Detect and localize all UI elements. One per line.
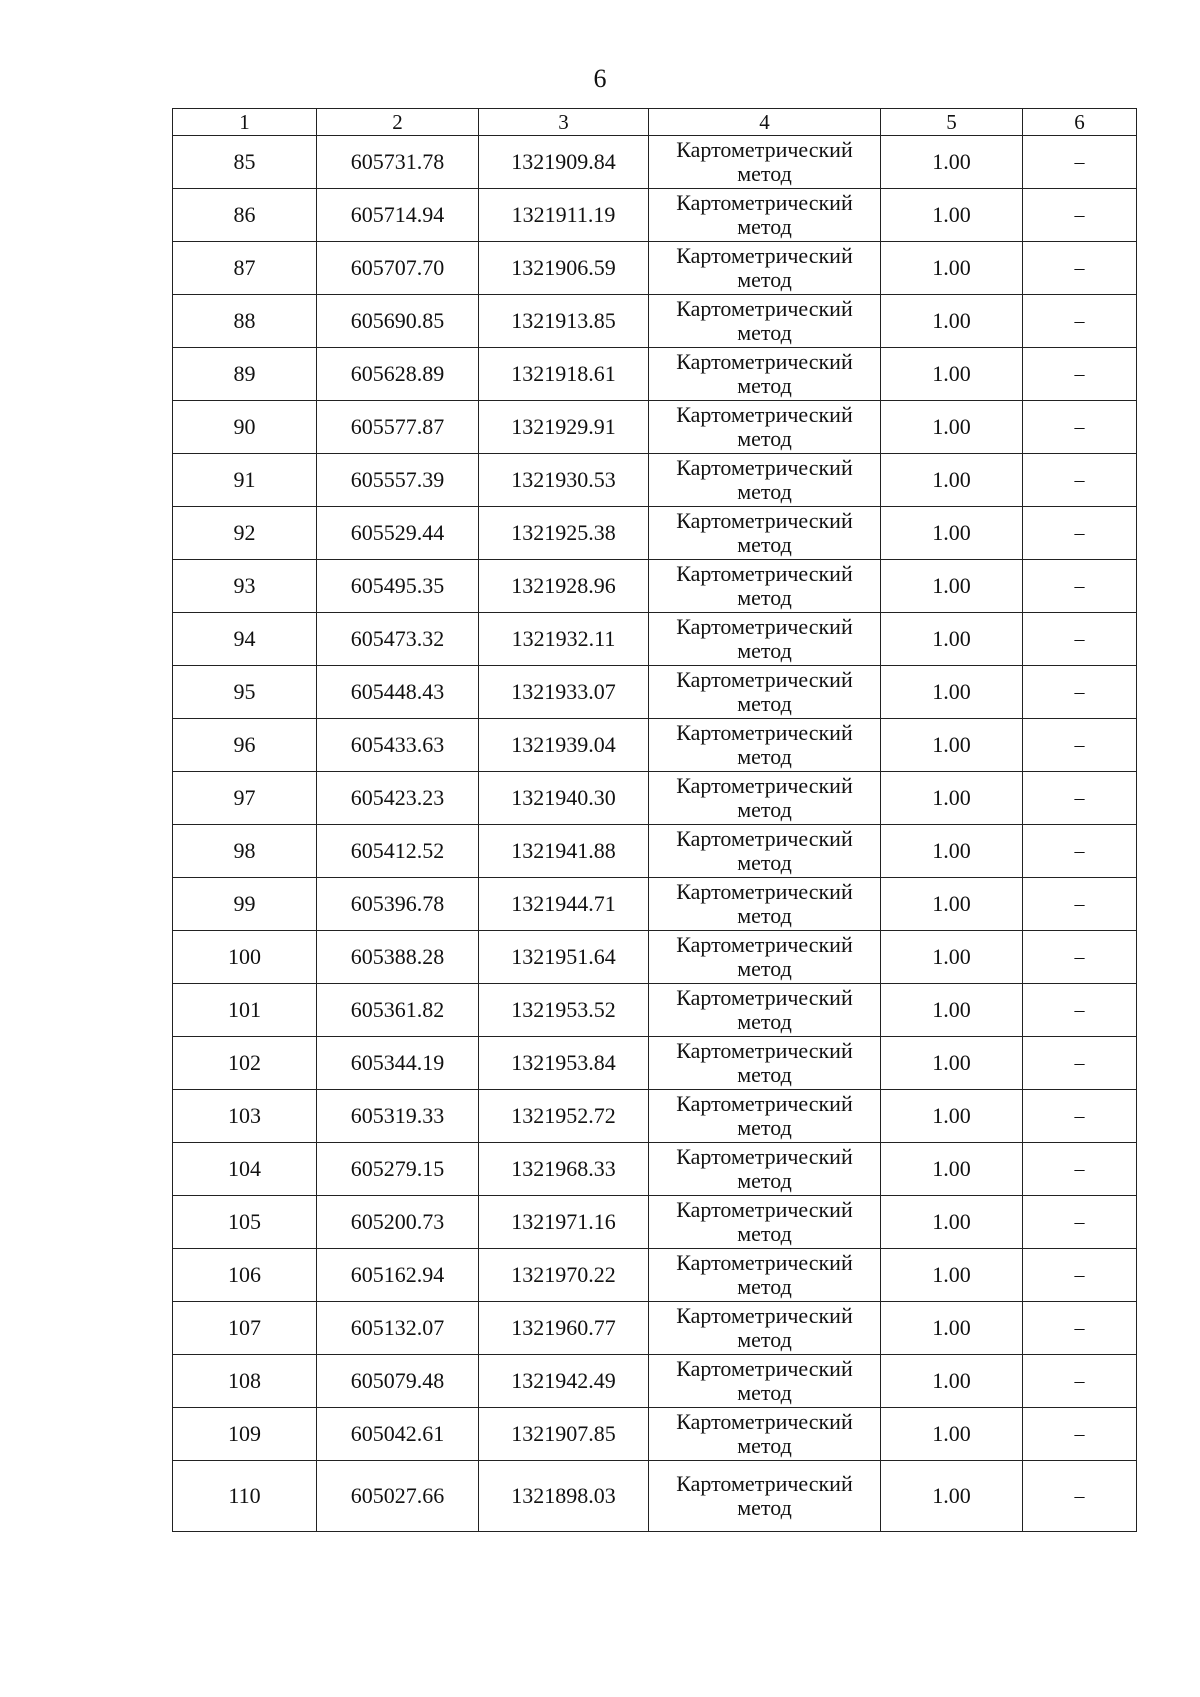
column-header: 2 bbox=[317, 109, 479, 136]
note-cell: – bbox=[1023, 507, 1137, 560]
method-line-1: Картометрический bbox=[676, 1091, 853, 1116]
method-line-2: метод bbox=[737, 1495, 792, 1520]
note-cell: – bbox=[1023, 931, 1137, 984]
point-number-cell: 88 bbox=[173, 295, 317, 348]
point-number-cell: 101 bbox=[173, 984, 317, 1037]
note-cell: – bbox=[1023, 772, 1137, 825]
y-coordinate-cell: 1321911.19 bbox=[479, 189, 649, 242]
method-line-2: метод bbox=[737, 426, 792, 451]
y-coordinate-cell: 1321913.85 bbox=[479, 295, 649, 348]
accuracy-cell: 1.00 bbox=[881, 401, 1023, 454]
column-header: 3 bbox=[479, 109, 649, 136]
table-row bbox=[173, 984, 1137, 1037]
x-coordinate-cell: 605388.28 bbox=[317, 931, 479, 984]
method-cell bbox=[649, 825, 881, 878]
point-number-cell: 94 bbox=[173, 613, 317, 666]
point-number-cell: 105 bbox=[173, 1196, 317, 1249]
y-coordinate-cell: 1321953.52 bbox=[479, 984, 649, 1037]
method-cell bbox=[649, 295, 881, 348]
note-cell: – bbox=[1023, 1461, 1137, 1532]
table-row bbox=[173, 454, 1137, 507]
method-line-2: метод bbox=[737, 1009, 792, 1034]
note-cell: – bbox=[1023, 136, 1137, 189]
method-cell bbox=[649, 136, 881, 189]
method-cell bbox=[649, 1143, 881, 1196]
y-coordinate-cell: 1321942.49 bbox=[479, 1355, 649, 1408]
method-line-2: метод bbox=[737, 214, 792, 239]
method-line-1: Картометрический bbox=[676, 508, 853, 533]
method-line-2: метод bbox=[737, 585, 792, 610]
method-line-2: метод bbox=[737, 638, 792, 663]
note-cell: – bbox=[1023, 719, 1137, 772]
x-coordinate-cell: 605448.43 bbox=[317, 666, 479, 719]
method-cell bbox=[649, 348, 881, 401]
x-coordinate-cell: 605731.78 bbox=[317, 136, 479, 189]
note-cell: – bbox=[1023, 666, 1137, 719]
column-header: 1 bbox=[173, 109, 317, 136]
note-cell: – bbox=[1023, 613, 1137, 666]
y-coordinate-cell: 1321898.03 bbox=[479, 1461, 649, 1532]
x-coordinate-cell: 605473.32 bbox=[317, 613, 479, 666]
y-coordinate-cell: 1321951.64 bbox=[479, 931, 649, 984]
method-line-1: Картометрический bbox=[676, 826, 853, 851]
y-coordinate-cell: 1321968.33 bbox=[479, 1143, 649, 1196]
table-row bbox=[173, 1461, 1137, 1532]
method-line-1: Картометрический bbox=[676, 1250, 853, 1275]
point-number-cell: 104 bbox=[173, 1143, 317, 1196]
method-line-2: метод bbox=[737, 797, 792, 822]
accuracy-cell: 1.00 bbox=[881, 613, 1023, 666]
table-row bbox=[173, 613, 1137, 666]
note-cell: – bbox=[1023, 295, 1137, 348]
x-coordinate-cell: 605132.07 bbox=[317, 1302, 479, 1355]
x-coordinate-cell: 605319.33 bbox=[317, 1090, 479, 1143]
method-cell bbox=[649, 242, 881, 295]
table-row bbox=[173, 401, 1137, 454]
x-coordinate-cell: 605690.85 bbox=[317, 295, 479, 348]
table-row bbox=[173, 1408, 1137, 1461]
method-cell bbox=[649, 666, 881, 719]
table-row bbox=[173, 1302, 1137, 1355]
method-line-2: метод bbox=[737, 532, 792, 557]
table-row bbox=[173, 772, 1137, 825]
table-row bbox=[173, 242, 1137, 295]
point-number-cell: 97 bbox=[173, 772, 317, 825]
table-row bbox=[173, 719, 1137, 772]
x-coordinate-cell: 605495.35 bbox=[317, 560, 479, 613]
note-cell: – bbox=[1023, 1408, 1137, 1461]
method-line-1: Картометрический bbox=[676, 667, 853, 692]
table-row bbox=[173, 878, 1137, 931]
x-coordinate-cell: 605396.78 bbox=[317, 878, 479, 931]
table-row bbox=[173, 507, 1137, 560]
x-coordinate-cell: 605714.94 bbox=[317, 189, 479, 242]
y-coordinate-cell: 1321930.53 bbox=[479, 454, 649, 507]
table-row bbox=[173, 136, 1137, 189]
table-row bbox=[173, 1037, 1137, 1090]
note-cell: – bbox=[1023, 1090, 1137, 1143]
method-line-1: Картометрический bbox=[676, 1471, 853, 1496]
accuracy-cell: 1.00 bbox=[881, 1302, 1023, 1355]
method-line-2: метод bbox=[737, 1380, 792, 1405]
point-number-cell: 108 bbox=[173, 1355, 317, 1408]
method-line-2: метод bbox=[737, 1327, 792, 1352]
method-line-2: метод bbox=[737, 320, 792, 345]
y-coordinate-cell: 1321906.59 bbox=[479, 242, 649, 295]
note-cell: – bbox=[1023, 348, 1137, 401]
accuracy-cell: 1.00 bbox=[881, 136, 1023, 189]
x-coordinate-cell: 605529.44 bbox=[317, 507, 479, 560]
method-cell bbox=[649, 931, 881, 984]
accuracy-cell: 1.00 bbox=[881, 1143, 1023, 1196]
y-coordinate-cell: 1321944.71 bbox=[479, 878, 649, 931]
method-cell bbox=[649, 401, 881, 454]
y-coordinate-cell: 1321909.84 bbox=[479, 136, 649, 189]
point-number-cell: 107 bbox=[173, 1302, 317, 1355]
note-cell: – bbox=[1023, 560, 1137, 613]
method-line-1: Картометрический bbox=[676, 720, 853, 745]
point-number-cell: 110 bbox=[173, 1461, 317, 1532]
y-coordinate-cell: 1321940.30 bbox=[479, 772, 649, 825]
method-cell bbox=[649, 1408, 881, 1461]
note-cell: – bbox=[1023, 1249, 1137, 1302]
accuracy-cell: 1.00 bbox=[881, 666, 1023, 719]
note-cell: – bbox=[1023, 984, 1137, 1037]
method-cell bbox=[649, 772, 881, 825]
method-line-1: Картометрический bbox=[676, 985, 853, 1010]
point-number-cell: 91 bbox=[173, 454, 317, 507]
note-cell: – bbox=[1023, 1355, 1137, 1408]
method-line-2: метод bbox=[737, 850, 792, 875]
y-coordinate-cell: 1321925.38 bbox=[479, 507, 649, 560]
y-coordinate-cell: 1321952.72 bbox=[479, 1090, 649, 1143]
note-cell: – bbox=[1023, 401, 1137, 454]
method-cell bbox=[649, 613, 881, 666]
method-cell bbox=[649, 1090, 881, 1143]
method-cell bbox=[649, 1461, 881, 1532]
method-line-1: Картометрический bbox=[676, 1303, 853, 1328]
method-line-2: метод bbox=[737, 161, 792, 186]
note-cell: – bbox=[1023, 1037, 1137, 1090]
y-coordinate-cell: 1321932.11 bbox=[479, 613, 649, 666]
accuracy-cell: 1.00 bbox=[881, 454, 1023, 507]
point-number-cell: 98 bbox=[173, 825, 317, 878]
table-row bbox=[173, 666, 1137, 719]
method-line-1: Картометрический bbox=[676, 773, 853, 798]
table-row bbox=[173, 560, 1137, 613]
page-number: 6 bbox=[593, 64, 607, 93]
point-number-cell: 92 bbox=[173, 507, 317, 560]
accuracy-cell: 1.00 bbox=[881, 931, 1023, 984]
point-number-cell: 86 bbox=[173, 189, 317, 242]
method-line-2: метод bbox=[737, 1221, 792, 1246]
method-cell bbox=[649, 1196, 881, 1249]
point-number-cell: 93 bbox=[173, 560, 317, 613]
y-coordinate-cell: 1321970.22 bbox=[479, 1249, 649, 1302]
method-line-2: метод bbox=[737, 1274, 792, 1299]
x-coordinate-cell: 605042.61 bbox=[317, 1408, 479, 1461]
table-row bbox=[173, 1355, 1137, 1408]
method-line-2: метод bbox=[737, 479, 792, 504]
y-coordinate-cell: 1321971.16 bbox=[479, 1196, 649, 1249]
header-row bbox=[173, 109, 1137, 136]
note-cell: – bbox=[1023, 242, 1137, 295]
x-coordinate-cell: 605079.48 bbox=[317, 1355, 479, 1408]
method-line-2: метод bbox=[737, 956, 792, 981]
method-cell bbox=[649, 878, 881, 931]
point-number-cell: 106 bbox=[173, 1249, 317, 1302]
note-cell: – bbox=[1023, 878, 1137, 931]
x-coordinate-cell: 605628.89 bbox=[317, 348, 479, 401]
note-cell: – bbox=[1023, 1143, 1137, 1196]
method-line-1: Картометрический bbox=[676, 1038, 853, 1063]
accuracy-cell: 1.00 bbox=[881, 1408, 1023, 1461]
y-coordinate-cell: 1321918.61 bbox=[479, 348, 649, 401]
accuracy-cell: 1.00 bbox=[881, 242, 1023, 295]
method-line-1: Картометрический bbox=[676, 561, 853, 586]
method-line-1: Картометрический bbox=[676, 1356, 853, 1381]
method-line-2: метод bbox=[737, 691, 792, 716]
point-number-cell: 99 bbox=[173, 878, 317, 931]
point-number-cell: 90 bbox=[173, 401, 317, 454]
table-row bbox=[173, 295, 1137, 348]
method-line-2: метод bbox=[737, 1433, 792, 1458]
method-line-2: метод bbox=[737, 1115, 792, 1140]
table-row bbox=[173, 1196, 1137, 1249]
method-line-2: метод bbox=[737, 1168, 792, 1193]
point-number-cell: 109 bbox=[173, 1408, 317, 1461]
accuracy-cell: 1.00 bbox=[881, 1037, 1023, 1090]
method-line-2: метод bbox=[737, 267, 792, 292]
method-line-1: Картометрический bbox=[676, 137, 853, 162]
x-coordinate-cell: 605433.63 bbox=[317, 719, 479, 772]
note-cell: – bbox=[1023, 825, 1137, 878]
note-cell: – bbox=[1023, 189, 1137, 242]
point-number-cell: 95 bbox=[173, 666, 317, 719]
table-row bbox=[173, 825, 1137, 878]
accuracy-cell: 1.00 bbox=[881, 189, 1023, 242]
method-line-1: Картометрический bbox=[676, 296, 853, 321]
point-number-cell: 102 bbox=[173, 1037, 317, 1090]
accuracy-cell: 1.00 bbox=[881, 1090, 1023, 1143]
x-coordinate-cell: 605344.19 bbox=[317, 1037, 479, 1090]
method-line-1: Картометрический bbox=[676, 879, 853, 904]
accuracy-cell: 1.00 bbox=[881, 1461, 1023, 1532]
coordinates-table bbox=[172, 108, 1137, 1532]
note-cell: – bbox=[1023, 454, 1137, 507]
method-line-1: Картометрический bbox=[676, 614, 853, 639]
table-row bbox=[173, 348, 1137, 401]
method-cell bbox=[649, 454, 881, 507]
accuracy-cell: 1.00 bbox=[881, 295, 1023, 348]
point-number-cell: 100 bbox=[173, 931, 317, 984]
x-coordinate-cell: 605027.66 bbox=[317, 1461, 479, 1532]
method-cell bbox=[649, 1302, 881, 1355]
method-line-1: Картометрический bbox=[676, 243, 853, 268]
y-coordinate-cell: 1321929.91 bbox=[479, 401, 649, 454]
method-cell bbox=[649, 1355, 881, 1408]
method-line-1: Картометрический bbox=[676, 1197, 853, 1222]
note-cell: – bbox=[1023, 1196, 1137, 1249]
column-header: 6 bbox=[1023, 109, 1137, 136]
method-line-1: Картометрический bbox=[676, 455, 853, 480]
point-number-cell: 103 bbox=[173, 1090, 317, 1143]
accuracy-cell: 1.00 bbox=[881, 825, 1023, 878]
column-header: 5 bbox=[881, 109, 1023, 136]
point-number-cell: 89 bbox=[173, 348, 317, 401]
method-cell bbox=[649, 507, 881, 560]
x-coordinate-cell: 605707.70 bbox=[317, 242, 479, 295]
y-coordinate-cell: 1321933.07 bbox=[479, 666, 649, 719]
table-row bbox=[173, 931, 1137, 984]
accuracy-cell: 1.00 bbox=[881, 560, 1023, 613]
method-cell bbox=[649, 984, 881, 1037]
method-line-1: Картометрический bbox=[676, 190, 853, 215]
point-number-cell: 87 bbox=[173, 242, 317, 295]
method-cell bbox=[649, 560, 881, 613]
x-coordinate-cell: 605200.73 bbox=[317, 1196, 479, 1249]
x-coordinate-cell: 605557.39 bbox=[317, 454, 479, 507]
y-coordinate-cell: 1321941.88 bbox=[479, 825, 649, 878]
y-coordinate-cell: 1321939.04 bbox=[479, 719, 649, 772]
method-cell bbox=[649, 1037, 881, 1090]
accuracy-cell: 1.00 bbox=[881, 878, 1023, 931]
accuracy-cell: 1.00 bbox=[881, 507, 1023, 560]
accuracy-cell: 1.00 bbox=[881, 1249, 1023, 1302]
method-line-1: Картометрический bbox=[676, 932, 853, 957]
x-coordinate-cell: 605162.94 bbox=[317, 1249, 479, 1302]
point-number-cell: 85 bbox=[173, 136, 317, 189]
accuracy-cell: 1.00 bbox=[881, 1355, 1023, 1408]
y-coordinate-cell: 1321960.77 bbox=[479, 1302, 649, 1355]
y-coordinate-cell: 1321928.96 bbox=[479, 560, 649, 613]
accuracy-cell: 1.00 bbox=[881, 348, 1023, 401]
table-row bbox=[173, 189, 1137, 242]
table-row bbox=[173, 1090, 1137, 1143]
accuracy-cell: 1.00 bbox=[881, 772, 1023, 825]
method-line-2: метод bbox=[737, 1062, 792, 1087]
method-line-1: Картометрический bbox=[676, 1144, 853, 1169]
method-cell bbox=[649, 189, 881, 242]
note-cell: – bbox=[1023, 1302, 1137, 1355]
method-line-1: Картометрический bbox=[676, 349, 853, 374]
x-coordinate-cell: 605577.87 bbox=[317, 401, 479, 454]
column-header: 4 bbox=[649, 109, 881, 136]
y-coordinate-cell: 1321953.84 bbox=[479, 1037, 649, 1090]
accuracy-cell: 1.00 bbox=[881, 719, 1023, 772]
point-number-cell: 96 bbox=[173, 719, 317, 772]
method-line-1: Картометрический bbox=[676, 1409, 853, 1434]
x-coordinate-cell: 605412.52 bbox=[317, 825, 479, 878]
x-coordinate-cell: 605423.23 bbox=[317, 772, 479, 825]
table-row bbox=[173, 1143, 1137, 1196]
x-coordinate-cell: 605279.15 bbox=[317, 1143, 479, 1196]
accuracy-cell: 1.00 bbox=[881, 1196, 1023, 1249]
x-coordinate-cell: 605361.82 bbox=[317, 984, 479, 1037]
y-coordinate-cell: 1321907.85 bbox=[479, 1408, 649, 1461]
method-line-2: метод bbox=[737, 744, 792, 769]
method-line-2: метод bbox=[737, 903, 792, 928]
method-cell bbox=[649, 719, 881, 772]
method-line-2: метод bbox=[737, 373, 792, 398]
accuracy-cell: 1.00 bbox=[881, 984, 1023, 1037]
method-cell bbox=[649, 1249, 881, 1302]
method-line-1: Картометрический bbox=[676, 402, 853, 427]
table-row bbox=[173, 1249, 1137, 1302]
